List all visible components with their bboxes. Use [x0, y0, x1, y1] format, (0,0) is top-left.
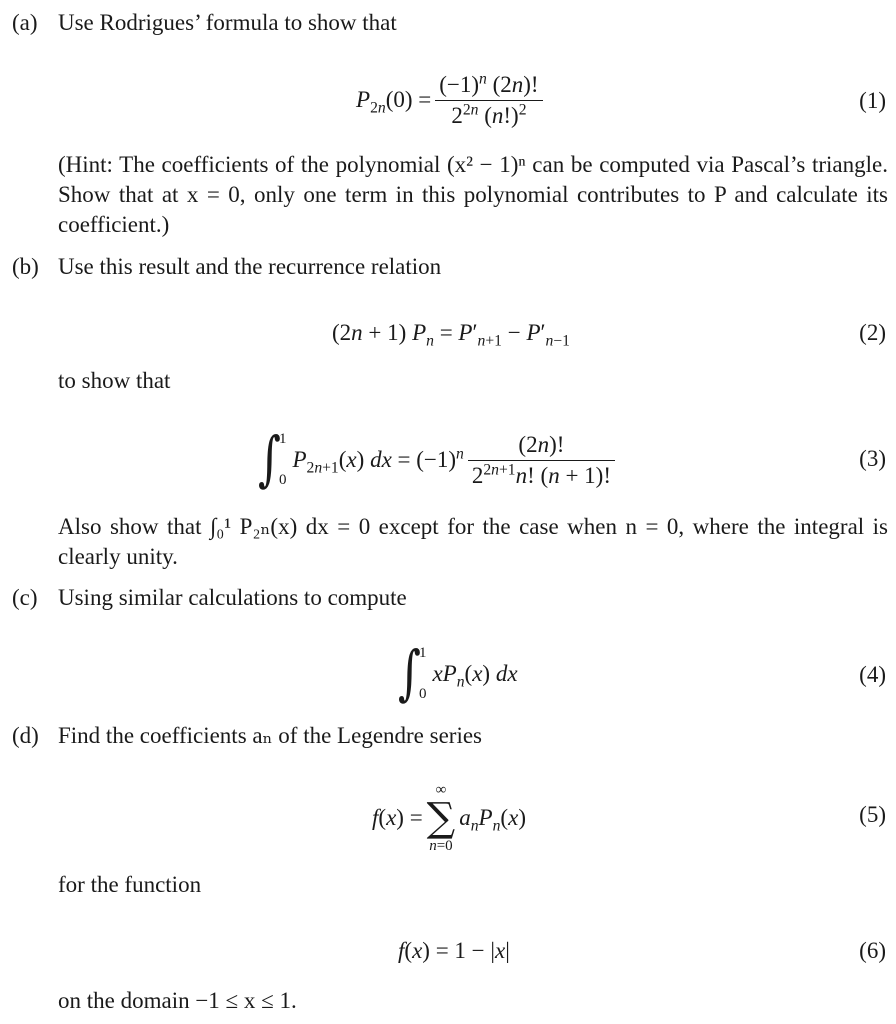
item-text-c: Using similar calculations to compute: [58, 585, 407, 610]
equation-4: ∫ 1 0 $xP_n(x)$ dx: [398, 638, 518, 708]
equation-1-fraction: $\frac{(-1)^n (2n)!}{2^{2n} (n!)^2}$: [435, 72, 542, 129]
summation-sign: ∞ ∑ n=0: [426, 782, 456, 854]
equation-number-1: (1): [859, 88, 886, 113]
equation-number-3: (3): [859, 446, 886, 471]
item-label-b: (b): [12, 254, 39, 279]
item-text-d2: for the function: [58, 872, 202, 897]
equation-number-4: (4): [859, 662, 886, 687]
item-text-d3: on the domain −1 ≤ x ≤ 1.: [58, 988, 297, 1013]
equation-5: f(x) = ∞ ∑ n=0 $a_nP_n(x)$: [372, 782, 526, 854]
equation-1: $P_{2n}(0)$ = $\frac{(-1)^n (2n)!}{2^{2n} (n!)^2}$: [356, 68, 547, 132]
item-label-d: (d): [12, 723, 39, 748]
equation-number-5: (5): [859, 802, 886, 827]
item-text-b2: to show that: [58, 368, 171, 393]
hint-paragraph: (Hint: The coefficients of the polynomial (x² − 1)ⁿ can be computed via Pascal’s triangle. Show that at x = 0, only one term in this polynomial contributes to P and calculate its coefficient.): [58, 152, 888, 237]
item-label-c: (c): [12, 585, 38, 610]
item-text-b: Use this result and the recurrence relation: [58, 254, 442, 279]
equation-6: f(x) = 1 − |x|: [398, 938, 510, 963]
item-label-a: (a): [12, 10, 38, 35]
equation-number-6: (6): [859, 938, 886, 963]
equation-3: ∫ 1 0 $P_{2n+1}(x)$ dx = $(-1)^n$ $\frac{(2n)!}{2^{2n+1}n! (n + 1)!}$: [258, 420, 619, 500]
equation-3-fraction: $\frac{(2n)!}{2^{2n+1}n! (n + 1)!}$: [468, 432, 615, 489]
item-text-d: Find the coefficients aₙ of the Legendre series: [58, 723, 483, 748]
also-show-paragraph: Also show that ∫₀¹ P₂ₙ(x) dx = 0 except for the case when n = 0, where the integral is clearly unity.: [58, 514, 888, 569]
equation-number-2: (2): [859, 320, 886, 345]
item-text-a: Use Rodrigues’ formula to show that: [58, 10, 397, 35]
equation-2: (2n + 1) $P_n = P'_{n+1} - P'_{n-1}$: [332, 320, 570, 350]
